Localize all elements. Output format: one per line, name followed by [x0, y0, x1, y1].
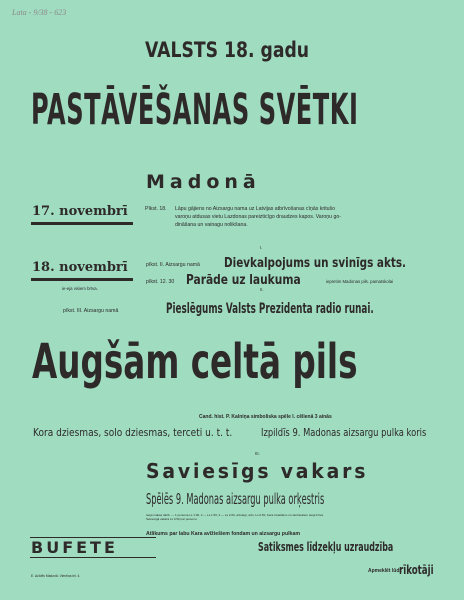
play-performer: Izpildīs 9. Madonas aizsargu pulka koris — [261, 426, 427, 439]
day1-date: 17. novembrī — [32, 204, 128, 219]
roman-three: III. — [255, 451, 260, 456]
proceeds-note: Atlikums par labu Kara avīžiešiem fondam un aizsargu pulkam — [146, 531, 300, 537]
play-subtitle: Cand. hist. P. Kalniņa simboliska spēle I. cēlienā 3 ainās — [199, 414, 332, 420]
day2-date: 18. novembrī — [32, 260, 128, 275]
buffet-rule-bottom — [30, 557, 156, 558]
day2-underline — [31, 278, 133, 281]
roman-two: II. — [260, 287, 264, 292]
evening-fine-print-1: Ieeja maksa dalīb. — 1 persona Ls 1.00, 2 — Ls 1.50, 3 — Ls 2.00, aizsargi, aizs. Ls 0.50, Kara invalidiem un skolniekiem Ieeja brīva. — [146, 513, 324, 517]
item3-main: Pieslēgums Valsts Prezidenta radio runai. — [166, 301, 374, 317]
day1-text2: varoņu atdusas vietu Lazdonas pareizticīgo draudzes kapos. Varoņu go- — [175, 214, 342, 220]
item2-location: iepretim Madonas pils. pamatskolai — [326, 279, 394, 284]
item1-prefix: pīkst. II. Aizsargu namā — [146, 262, 200, 268]
item1-main: Dievkalpojums un svinīgs akts. — [224, 256, 406, 271]
day1-underline — [31, 222, 133, 225]
archive-mark: Lata - 9/38 - 623 — [12, 8, 67, 17]
roman-one: I. — [260, 245, 263, 250]
day1-time: Pīkst. 18. — [145, 206, 167, 212]
day2-note: ie-eja visiem brīva. — [62, 286, 98, 291]
evening-band: Spēlēs 9. Madonas aizsargu pulka orķestris — [146, 490, 325, 508]
item2-main: Parāde uz laukuma — [186, 273, 301, 288]
transport-supervision: Satiksmes līdzekļu uzraudzība — [258, 540, 394, 554]
header-line1: VALSTS 18. gadu — [145, 38, 310, 62]
day1-text3: dināšana un vainagu nolikšana. — [175, 222, 248, 228]
day1-text1: Lāpu gājiens no Aizsargu nama uz Latvijas atbrīvošanas cīņās kritušo — [175, 206, 336, 212]
organizers-signature: rīkotāji — [399, 563, 434, 577]
buffet-label: BUFETE — [31, 538, 118, 557]
sign-prefix: Apmeklēt lūdz — [368, 568, 402, 574]
page-title: PASTĀVĒŠANAS SVĒTKI — [31, 85, 359, 135]
item3-prefix: pīkst. III. Aizsargu namā — [63, 308, 119, 314]
printer-imprint: E. Azīdēs Madonā. Vientiņa iel. 4. — [31, 574, 81, 578]
play-title: Augšām celtā pils — [32, 334, 358, 390]
item2-prefix: pīkst. 12. 30 — [146, 279, 175, 285]
place-name: Madonā — [146, 171, 261, 193]
evening-fine-print-2: Saviesīgā vakarā Ls 0.50 par personu. — [146, 517, 198, 521]
play-program: Kora dziesmas, solo dziesmas, terceti u. t. t. — [33, 426, 233, 439]
evening-title: Saviesīgs vakars — [146, 459, 369, 483]
